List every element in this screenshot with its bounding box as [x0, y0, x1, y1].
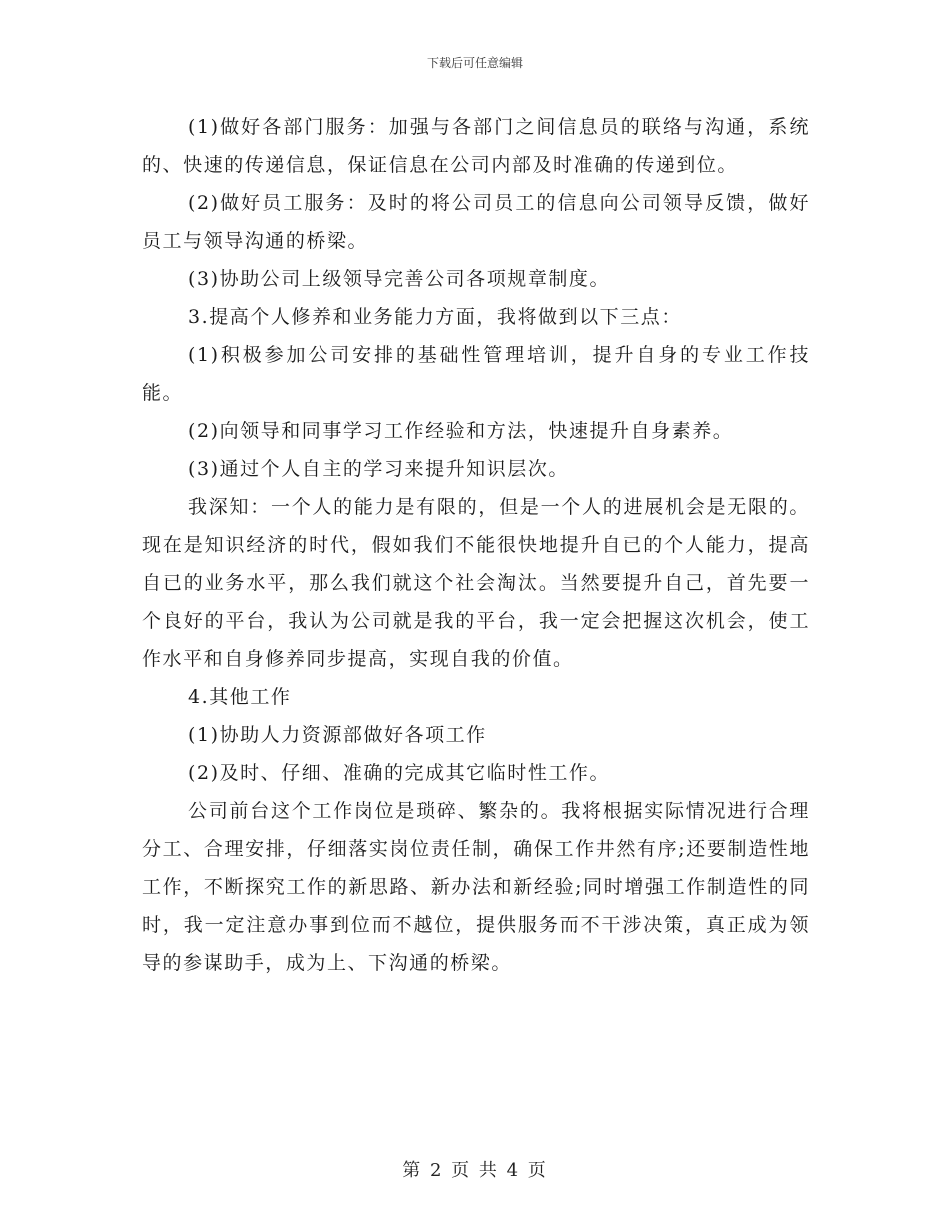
paragraph-conclusion: 公司前台这个工作岗位是琐碎、繁杂的。我将根据实际情况进行合理分工、合理安排，仔细落实岗位责任制，确保工作井然有序;还要制造性地工作，不断探究工作的新思路、新办法和新经验;同时增强工作制造性的同时，我一定注意办事到位而不越位，提供服务而不干涉决策，真正成为领导的参谋助手，成为上、下沟通的桥梁。 — [142, 800, 810, 974]
paragraph-section-3-heading: 3.提高个人修养和业务能力方面，我将做到以下三点： — [188, 306, 682, 328]
page-header-note: 下载后可任意编辑 — [426, 56, 523, 70]
paragraph-self-reflection: 我深知：一个人的能力是有限的，但是一个人的进展机会是无限的。现在是知识经济的时代，假如我们不能很快地提升自已的个人能力，提高自已的业务水平，那么我们就这个社会淘汰。当然要提升自己，首先要一个良好的平台，我认为公司就是我的平台，我一定会把握这次机会，使工作水平和自身修养同步提高，实现自我的价值。 — [142, 496, 810, 670]
paragraph-self-study: (3)通过个人自主的学习来提升知识层次。 — [188, 458, 569, 480]
paragraph-training: (1)积极参加公司安排的基础性管理培训，提升自身的专业工作技能。 — [142, 344, 810, 404]
paragraph-learn-from-colleagues: (2)向领导和同事学习工作经验和方法，快速提升自身素养。 — [188, 420, 734, 442]
page-number: 第 2 页 共 4 页 — [402, 1160, 548, 1181]
paragraph-assist-leaders: (3)协助公司上级领导完善公司各项规章制度。 — [188, 268, 611, 290]
paragraph-section-4-heading: 4.其他工作 — [188, 686, 292, 708]
paragraph-department-service: (1)做好各部门服务：加强与各部门之间信息员的联络与沟通，系统的、快速的传递信息，保证信息在公司内部及时准确的传递到位。 — [142, 116, 810, 176]
paragraph-assist-hr: (1)协助人力资源部做好各项工作 — [188, 724, 487, 746]
paragraph-employee-service: (2)做好员工服务：及时的将公司员工的信息向公司领导反馈，做好员工与领导沟通的桥梁。 — [142, 192, 810, 252]
paragraph-temporary-work: (2)及时、仔细、准确的完成其它临时性工作。 — [188, 762, 611, 784]
document-body — [142, 108, 810, 982]
